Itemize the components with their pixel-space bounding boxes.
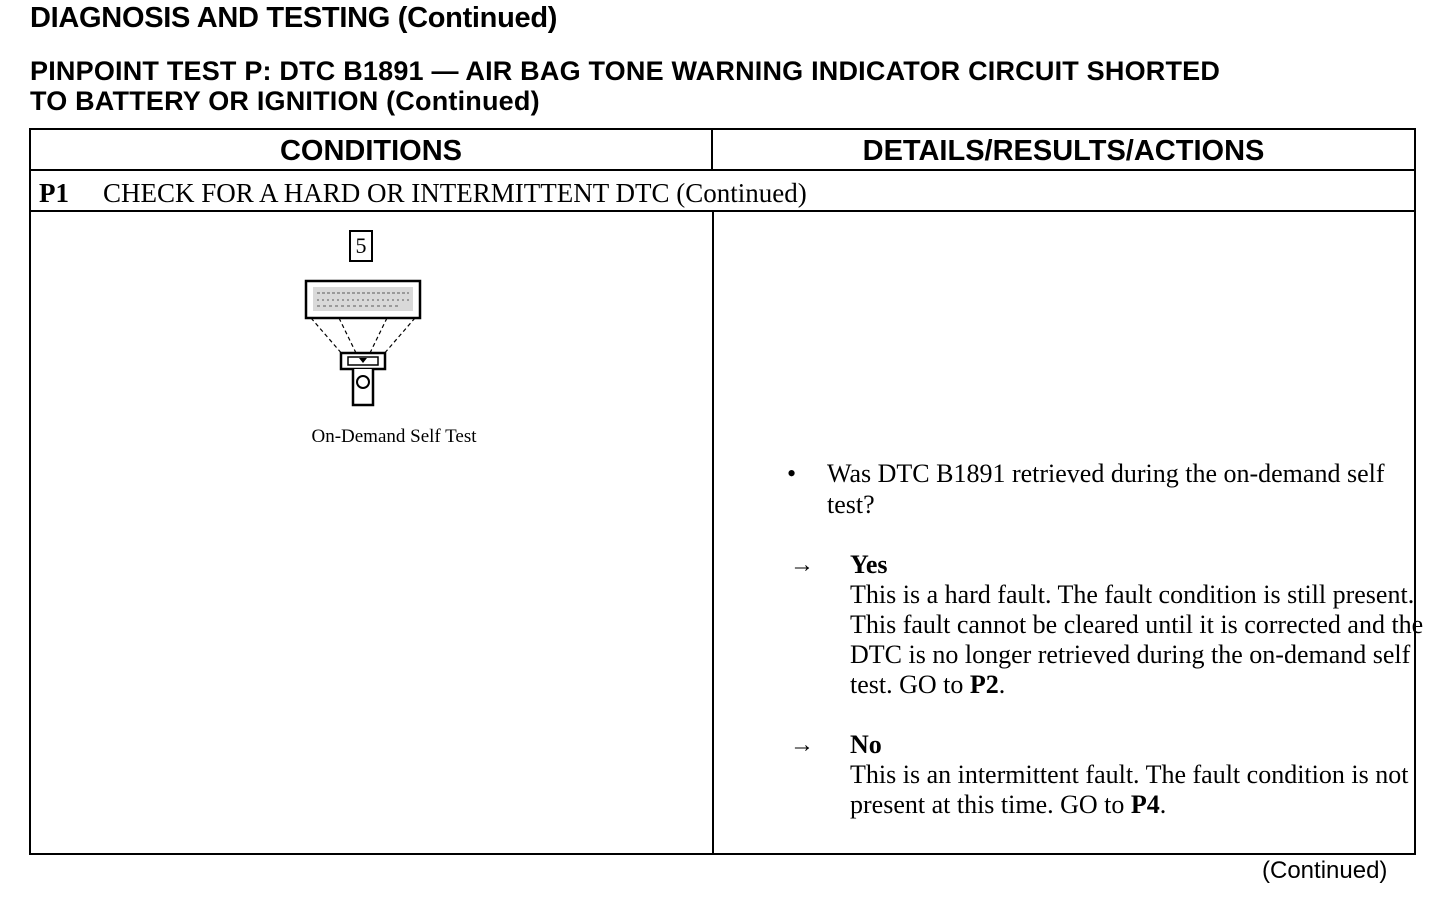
bullet-icon: • — [787, 459, 797, 488]
answer-label-yes: Yes — [850, 550, 888, 579]
test-title-line-1: PINPOINT TEST P: DTC B1891 — AIR BAG TONE WARNING INDICATOR CIRCUIT SHORTED — [30, 56, 1221, 86]
step-heading — [39, 178, 807, 209]
details-results-actions-header: DETAILS/RESULTS/ACTIONS — [862, 135, 1265, 167]
conditions-header: CONDITIONS — [279, 135, 463, 167]
pinpoint-test-title — [30, 56, 1430, 116]
goto-step-p2: P2 — [969, 670, 999, 699]
figure-caption: On-Demand Self Test — [311, 426, 477, 447]
answer-suffix-no: . — [1159, 790, 1167, 819]
arrow-right-icon: → — [790, 552, 814, 578]
scan-tool-icon — [259, 230, 499, 410]
answer-text-no: This is an intermittent fault. The fault condition is not present at this time. GO to — [850, 760, 1409, 819]
goto-step-p4: P4 — [1130, 790, 1160, 819]
answer-suffix-yes: . — [998, 670, 1006, 699]
step-row-divider — [31, 210, 1414, 212]
header-divider — [31, 169, 1414, 171]
answer-text-yes: This is a hard fault. The fault condition is still present. This fault cannot be cleared until it is corrected and the DTC is no longer retrieved during the on-demand self test. GO to — [850, 580, 1424, 699]
step-title: CHECK FOR A HARD OR INTERMITTENT DTC (Continued) — [103, 178, 807, 208]
answer-body-no — [850, 760, 1430, 820]
footer-continued: (Continued) — [1262, 857, 1388, 884]
page-title: DIAGNOSIS AND TESTING (Continued) — [30, 2, 558, 34]
on-demand-self-test-figure — [259, 230, 499, 450]
step-id: P1 — [39, 178, 69, 208]
column-divider-body — [712, 211, 714, 853]
answer-label-no: No — [850, 730, 882, 759]
answer-body-yes — [850, 580, 1430, 700]
arrow-right-icon: → — [790, 732, 814, 758]
figure-number-box: 5 — [349, 230, 373, 262]
test-title-line-2: TO BATTERY OR IGNITION (Continued) — [30, 86, 540, 116]
question-text: Was DTC B1891 retrieved during the on-demand self test? — [827, 459, 1385, 519]
